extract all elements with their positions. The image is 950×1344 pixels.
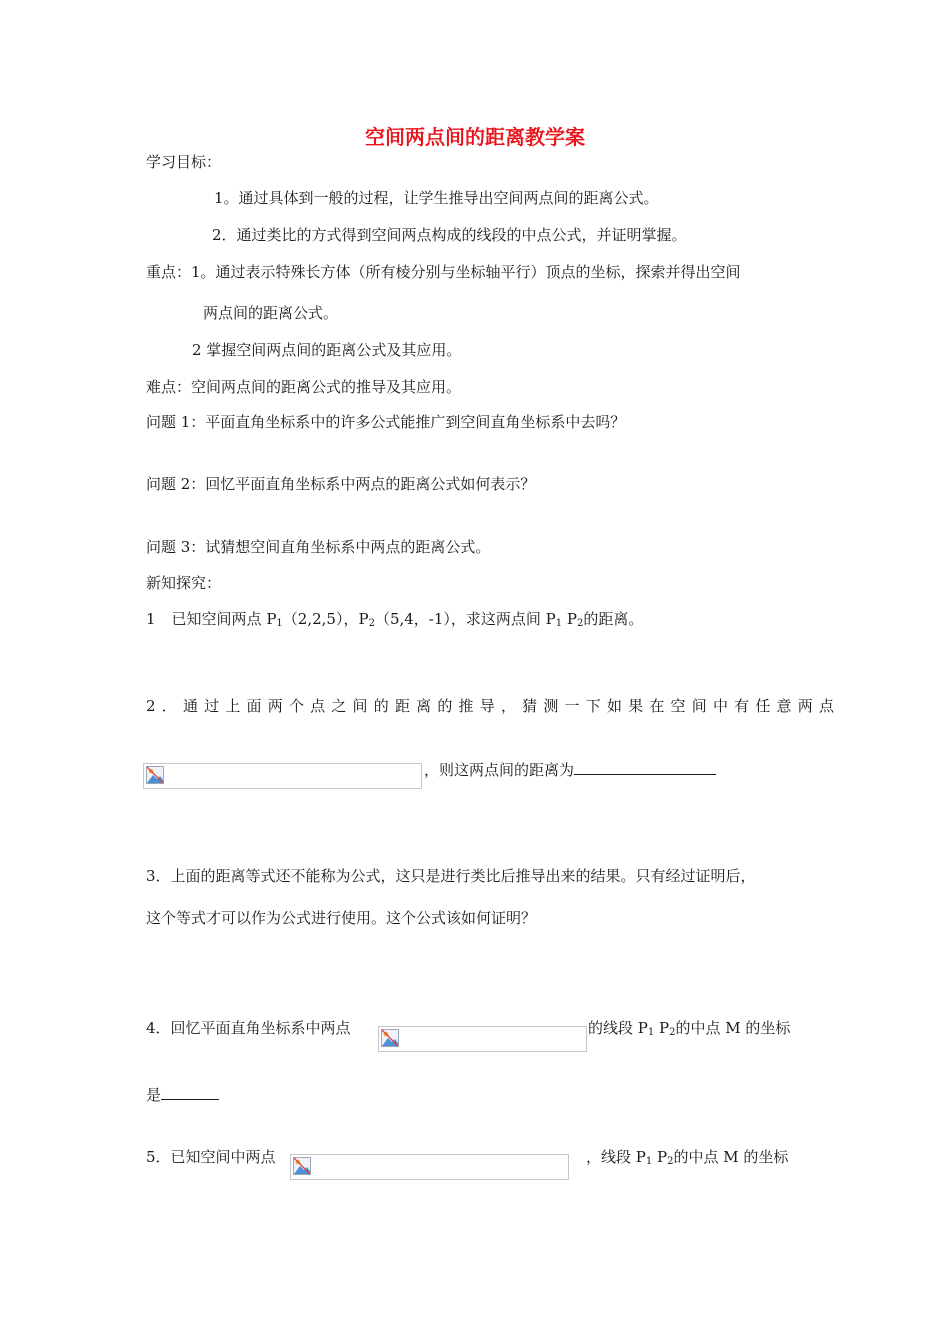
objective-item-1: 1。通过具体到一般的过程，让学生推导出空间两点间的距离公式。 — [214, 189, 659, 207]
item-5-text: ，线段 P — [586, 1148, 646, 1166]
item-1-text: 的距离。 — [583, 610, 644, 628]
key-points-line-2: 两点间的距离公式。 — [203, 304, 339, 322]
formula-image-placeholder — [290, 1154, 569, 1180]
item-1-text: 已知空间两点 P — [171, 610, 277, 628]
item-2-line-2 — [424, 758, 716, 780]
subscript: 1 — [555, 618, 563, 629]
item-1-text: P — [562, 610, 578, 628]
item-4-line-1-rest — [588, 1018, 790, 1043]
answer-blank — [574, 758, 716, 775]
formula-image-placeholder — [143, 763, 422, 789]
subscript: 2 — [667, 1156, 674, 1167]
item-1 — [146, 609, 643, 634]
item-5-line-1-rest — [586, 1147, 788, 1172]
question-3: 问题 3：试猜想空间直角坐标系中两点的距离公式。 — [146, 538, 491, 556]
item-2-text: ，则这两点间的距离为 — [424, 761, 575, 779]
item-2-line-1: 2．通过上面两个点之间的距离的推导，猜测一下如果在空间中有任意两点 — [146, 697, 841, 715]
subscript: 1 — [276, 618, 283, 629]
item-5-text: 的中点 M 的坐标 — [673, 1148, 789, 1166]
item-4-line-2 — [146, 1083, 219, 1105]
item-1-text: （2,2,5），P — [282, 610, 369, 628]
item-1-number: 1 — [146, 610, 156, 628]
item-4-text: 的线段 P — [588, 1019, 648, 1037]
subscript: 2 — [669, 1027, 676, 1038]
subscript: 2 — [577, 618, 584, 629]
broken-image-icon — [381, 1029, 399, 1047]
subscript: 2 — [368, 618, 375, 629]
objective-item-2: 2．通过类比的方式得到空间两点构成的线段的中点公式，并证明掌握。 — [212, 226, 687, 244]
item-1-text: （5,4，-1），求这两点间 P — [374, 610, 556, 628]
item-4-line-1: 4．回忆平面直角坐标系中两点 — [146, 1019, 351, 1037]
item-5-text: P — [652, 1148, 668, 1166]
broken-image-icon — [293, 1157, 311, 1175]
item-4-text: 是 — [146, 1086, 162, 1104]
item-3-line-2: 这个等式才可以作为公式进行使用。这个公式该如何证明？ — [146, 909, 537, 927]
objectives-heading: 学习目标： — [146, 153, 222, 171]
explore-heading: 新知探究： — [146, 574, 222, 592]
formula-image-placeholder — [378, 1026, 587, 1052]
item-3-line-1: 3．上面的距离等式还不能称为公式，这只是进行类比后推导出来的结果。只有经过证明后， — [146, 867, 756, 885]
question-2: 问题 2：回忆平面直角坐标系中两点的距离公式如何表示？ — [146, 475, 536, 493]
item-4-text: 的中点 M 的坐标 — [675, 1019, 791, 1037]
answer-blank — [161, 1083, 219, 1100]
item-4-text: P — [654, 1019, 670, 1037]
subscript: 1 — [645, 1156, 653, 1167]
page-title: 空间两点间的距离教学案 — [365, 125, 585, 149]
key-points-line-3: 2 掌握空间两点间的距离公式及其应用。 — [192, 341, 462, 359]
question-1: 问题 1：平面直角坐标系中的许多公式能推广到空间直角坐标系中去吗？ — [146, 413, 626, 431]
subscript: 1 — [647, 1027, 655, 1038]
key-points-line-1: 重点：1。通过表示特殊长方体（所有棱分别与坐标轴平行）顶点的坐标，探索并得出空间 — [146, 263, 741, 281]
item-5-line-1: 5．已知空间中两点 — [146, 1148, 276, 1166]
broken-image-icon — [146, 766, 164, 784]
difficulty-text: 难点：空间两点间的距离公式的推导及其应用。 — [146, 378, 462, 396]
